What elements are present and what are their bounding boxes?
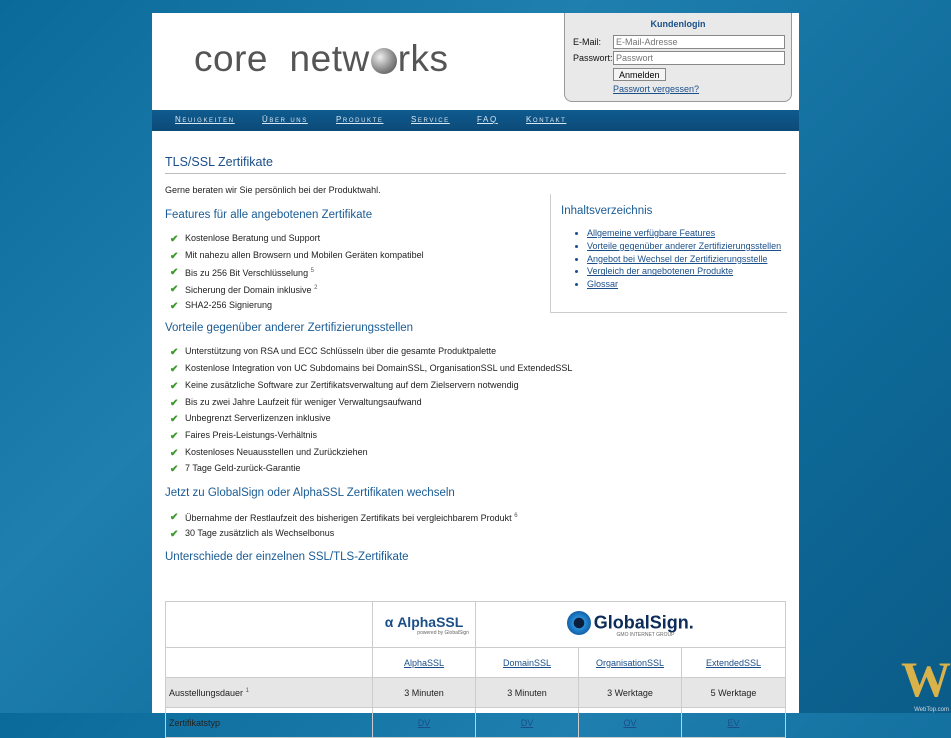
toc-link-glossary[interactable]: Glossar	[587, 279, 619, 290]
list-item: ✔ Keine zusätzliche Software zur Zertifikatsverwaltung auf dem Zielservern notwendig	[165, 377, 786, 394]
check-icon: ✔	[170, 284, 179, 296]
login-box	[564, 13, 792, 102]
check-icon: ✔	[170, 414, 179, 426]
nav-item-contact[interactable]: Kontakt	[526, 115, 567, 124]
nav-item-faq[interactable]: FAQ	[477, 115, 498, 124]
email-label: E-Mail:	[573, 37, 602, 47]
main-nav	[152, 110, 799, 131]
table-row	[166, 708, 786, 738]
toc-link-features[interactable]: Allgemeine verfügbare Features	[587, 228, 716, 238]
table-cell	[682, 708, 786, 738]
check-icon: ✔	[170, 380, 179, 392]
product-link-extendedssl[interactable]: ExtendedSSL	[705, 657, 762, 668]
globe-icon	[371, 48, 397, 74]
table-row	[166, 602, 786, 648]
section-title-features: Features für alle angebotenen Zertifikate	[165, 209, 373, 221]
globalsign-logo	[476, 602, 786, 648]
toc-title: Inhaltsverzeichnis	[561, 205, 653, 217]
main-content	[165, 131, 786, 728]
table-cell: 5 Werktage	[682, 678, 786, 708]
table-row-label: Zertifikatstyp	[166, 708, 373, 738]
table-cell	[579, 708, 682, 738]
footnote-ref[interactable]: 2	[314, 285, 318, 292]
intro-text: Gerne beraten wir Sie persönlich bei der Produktwahl.	[165, 185, 381, 195]
check-icon: ✔	[170, 528, 179, 540]
cert-type-link[interactable]: EV	[727, 717, 740, 728]
globalsign-eye-icon	[567, 611, 591, 635]
table-header-cell	[476, 648, 579, 678]
check-icon: ✔	[170, 250, 179, 262]
logo-text-netw: netw	[289, 38, 370, 79]
logo-text-core: core	[194, 38, 268, 79]
comparison-table	[165, 601, 786, 738]
toc-link-advantages[interactable]: Vorteile gegenüber anderer Zertifizierungsstellen	[587, 240, 782, 251]
forgot-password-link[interactable]: Passwort vergessen?	[613, 84, 700, 94]
product-link-organisationssl[interactable]: OrganisationSSL	[595, 657, 665, 668]
footnote-ref[interactable]: 5	[310, 268, 314, 275]
footnote-ref[interactable]: 1	[245, 687, 249, 694]
check-icon: ✔	[170, 234, 179, 245]
table-cell	[476, 708, 579, 738]
password-label: Passwort:	[573, 53, 613, 63]
list-item: ✔ Faires Preis-Leistungs-Verhältnis	[165, 427, 786, 444]
table-cell: 3 Minuten	[373, 678, 476, 708]
advantages-list	[165, 343, 786, 477]
header	[152, 13, 799, 110]
table-cell-empty	[166, 602, 373, 648]
page-container	[152, 13, 799, 728]
check-icon: ✔	[170, 267, 179, 279]
globalsign-logo-sub: GMO INTERNET GROUP	[616, 632, 675, 638]
logo-text-rks: rks	[397, 38, 449, 79]
table-row-label: Ausstellungsdauer $^1$	[166, 678, 373, 708]
nav-item-products[interactable]: Produkte	[336, 115, 384, 124]
check-icon: ✔	[170, 347, 179, 359]
alphassl-logo-sub: powered by GlobalSign	[417, 629, 469, 636]
globalsign-logo-text: GlobalSign.	[593, 612, 694, 633]
table-cell	[373, 708, 476, 738]
check-icon: ✔	[170, 511, 179, 523]
list-item: ✔ Unterstützung von RSA und ECC Schlüsseln über die gesamte Produktpalette	[165, 343, 786, 360]
cert-type-link[interactable]: OV	[623, 717, 637, 728]
check-icon: ✔	[170, 447, 179, 459]
page-title: TLS/SSL Zertifikate	[165, 155, 786, 174]
list-item: ✔ Bis zu 256 Bit Verschlüsselung $^5$	[165, 263, 786, 280]
site-logo[interactable]	[194, 38, 449, 80]
list-item: ✔ Mit nahezu allen Browsern und Mobilen Geräten kompatibel	[165, 247, 786, 264]
toc-item	[587, 253, 787, 266]
check-icon: ✔	[170, 430, 179, 442]
watermark-text: WebTop.com	[914, 707, 949, 713]
table-row	[166, 678, 786, 708]
table-header-cell	[579, 648, 682, 678]
toc-item	[587, 278, 787, 291]
nav-item-about[interactable]: Über uns	[262, 115, 308, 124]
nav-item-service[interactable]: Service	[411, 115, 450, 124]
toc-item	[587, 265, 787, 278]
table-cell: 3 Werktage	[579, 678, 682, 708]
list-item: ✔ Sicherung der Domain inklusive $^2$	[165, 280, 786, 297]
table-row	[166, 648, 786, 678]
cert-type-link[interactable]: DV	[417, 717, 431, 728]
email-field[interactable]	[613, 35, 785, 49]
table-of-contents	[550, 194, 787, 313]
section-title-switch: Jetzt zu GlobalSign oder AlphaSSL Zertifikaten wechseln	[165, 486, 455, 499]
list-item: ✔ Unbegrenzt Serverlizenzen inklusive	[165, 410, 786, 427]
toc-item	[587, 227, 787, 240]
list-item: ✔ SHA2-256 Signierung	[165, 297, 786, 314]
table-cell-empty	[166, 648, 373, 678]
check-icon: ✔	[170, 300, 179, 312]
list-item: ✔ 30 Tage zusätzlich als Wechselbonus	[165, 525, 786, 542]
list-item: ✔ Kostenlose Integration von UC Subdomains bei DomainSSL, OrganisationSSL und ExtendedSSL	[165, 360, 786, 377]
login-button[interactable]: Anmelden	[613, 68, 666, 81]
table-cell: 3 Minuten	[476, 678, 579, 708]
cert-type-link[interactable]: DV	[520, 717, 534, 728]
toc-item	[587, 240, 787, 253]
alphassl-logo-text: AlphaSSL	[397, 613, 464, 630]
switch-list	[165, 508, 786, 541]
list-item: ✔ Kostenloses Neuausstellen und Zurückziehen	[165, 444, 786, 461]
product-link-domainssl[interactable]: DomainSSL	[502, 657, 552, 668]
watermark-logo: W	[901, 651, 951, 707]
footnote-ref[interactable]: 6	[514, 512, 518, 519]
check-icon: ✔	[170, 397, 179, 409]
product-link-alphassl[interactable]: AlphaSSL	[403, 657, 445, 668]
alphassl-logo: α AlphaSSL powered by GlobalSign	[373, 602, 476, 648]
table-header-cell	[682, 648, 786, 678]
list-item: ✔ Übernahme der Restlaufzeit des bisherigen Zertifikats bei vergleichbarem Produkt $^6$	[165, 508, 786, 525]
table-header-cell	[373, 648, 476, 678]
list-item: ✔ Kostenlose Beratung und Support	[165, 230, 786, 247]
check-icon: ✔	[170, 464, 179, 476]
section-title-comparison: Unterschiede der einzelnen SSL/TLS-Zertifikate	[165, 551, 409, 564]
password-field[interactable]	[613, 51, 785, 65]
toc-link-switch[interactable]: Angebot bei Wechsel der Zertifizierungsstelle	[587, 253, 768, 264]
login-title: Kundenlogin	[650, 19, 706, 29]
nav-item-news[interactable]: Neuigkeiten	[175, 115, 235, 124]
toc-link-comparison[interactable]: Vergleich der angebotenen Produkte	[587, 266, 734, 277]
list-item: ✔ Bis zu zwei Jahre Laufzeit für weniger Verwaltungsaufwand	[165, 394, 786, 411]
list-item: ✔ 7 Tage Geld-zurück-Garantie	[165, 460, 786, 477]
check-icon: ✔	[170, 364, 179, 376]
section-title-advantages: Vorteile gegenüber anderer Zertifizierungsstellen	[165, 322, 414, 335]
